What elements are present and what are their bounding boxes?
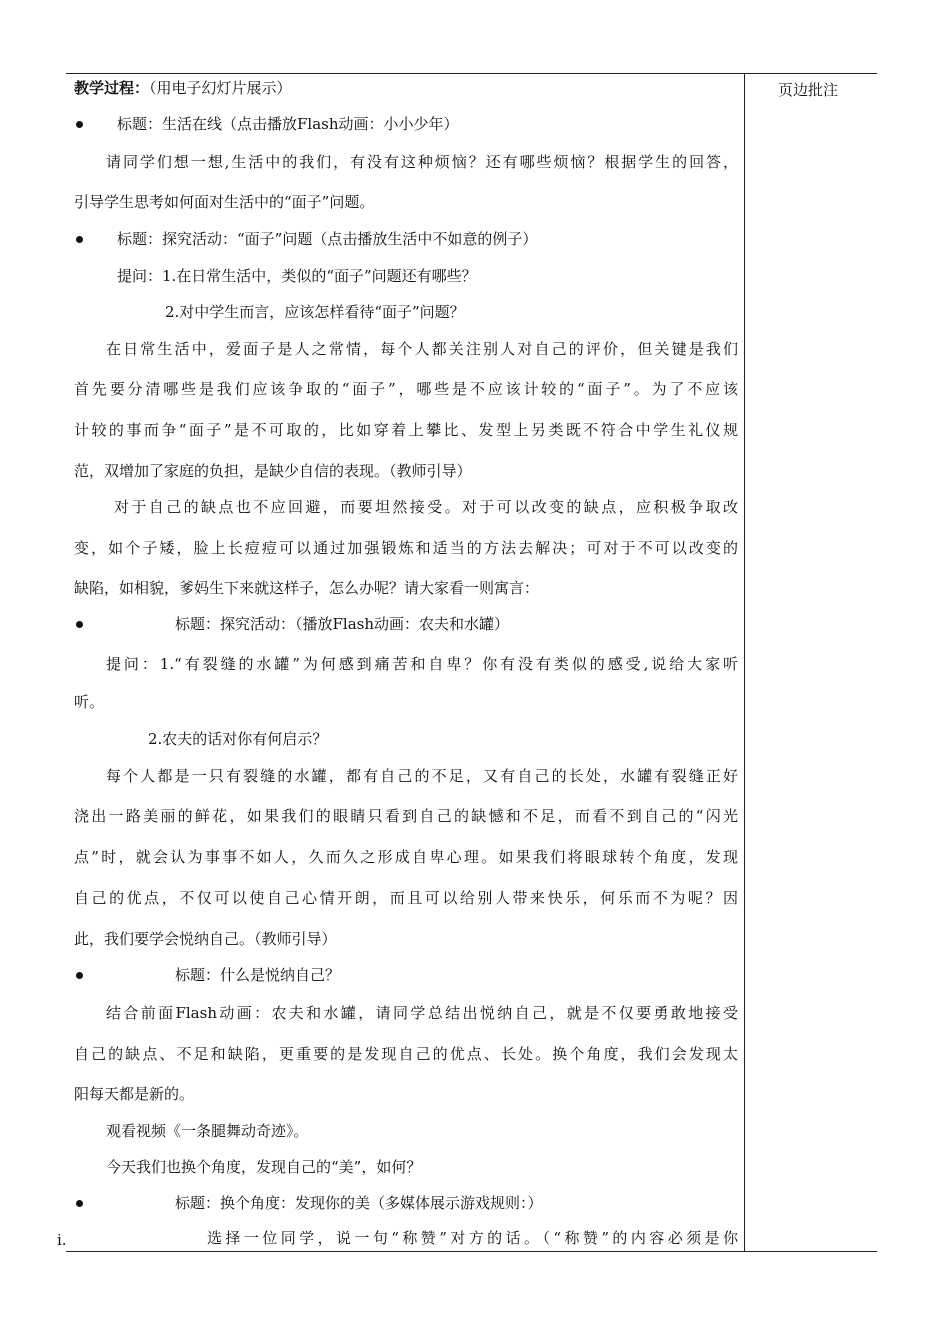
paragraph-line: 今天我们也换个角度，发现自己的“美”，如何？: [106, 1158, 422, 1176]
list-item-text: 选择一位同学，说一句“称赞”对方的话。（“称赞”的内容必须是你: [207, 1229, 738, 1247]
table-top-border: [66, 73, 877, 74]
margin-notes-header: 页边批注: [778, 81, 839, 99]
paragraph-line: 范，双增加了家庭的负担，是缺少自信的表现。（教师引导）: [74, 462, 472, 480]
question-line: 提问：1.在日常生活中，类似的“面子”问题还有哪些？: [117, 267, 477, 285]
question-line: 提问：1.“有裂缝的水罐”为何感到痛苦和自卑？你有没有类似的感受,说给大家听: [106, 655, 738, 673]
list-item-marker: i.: [57, 1231, 67, 1249]
paragraph-line: 在日常生活中，爱面子是人之常情，每个人都关注别人对自己的评价，但关键是我们: [106, 340, 738, 358]
paragraph-line: 计较的事而争“面子”是不可取的，比如穿着上攀比、发型上另类既不符合中学生礼仪规: [74, 421, 738, 439]
bullet-icon: [76, 236, 83, 243]
paragraph-line: 此，我们要学会悦纳自己。（教师引导）: [74, 930, 337, 948]
bullet-item-1: 标题：生活在线（点击播放Flash动画：小小少年）: [117, 115, 459, 133]
paragraph-line: 首先要分清哪些是我们应该争取的“面子”，哪些是不应该计较的“面子”。为了不应该: [74, 380, 738, 398]
table-column-divider: [744, 73, 745, 1252]
bullet-item-2: 标题：探究活动：“面子”问题（点击播放生活中不如意的例子）: [117, 230, 538, 248]
heading-title: 教学过程：: [74, 79, 150, 97]
bullet-item-4: 标题：什么是悦纳自己？: [175, 966, 341, 984]
paragraph-line: 引导学生思考如何面对生活中的“面子”问题。: [74, 193, 375, 211]
question-line: 2.对中学生而言，应该怎样看待“面子”问题？: [165, 303, 465, 321]
paragraph-line: 请同学们想一想,生活中的我们，有没有这种烦恼？还有哪些烦恼？根据学生的回答，: [106, 153, 738, 171]
section-heading: [74, 78, 292, 98]
paragraph-line: 变，如个子矮，脸上长痘痘可以通过加强锻炼和适当的方法去解决；可对于不可以改变的: [74, 539, 738, 557]
paragraph-line: 点”时，就会认为事事不如人，久而久之形成自卑心理。如果我们将眼球转个角度，发现: [74, 848, 738, 866]
bullet-icon: [76, 1200, 83, 1207]
bullet-item-5: 标题：换个角度：发现你的美（多媒体展示游戏规则：）: [175, 1194, 543, 1212]
heading-note: （用电子幻灯片展示）: [149, 79, 292, 97]
paragraph-line: 浇出一路美丽的鲜花，如果我们的眼睛只看到自己的缺憾和不足，而看不到自己的“闪光: [74, 807, 738, 825]
paragraph-line: 自己的缺点、不足和缺陷，更重要的是发现自己的优点、长处。换个角度，我们会发现太: [74, 1045, 738, 1063]
paragraph-line: 缺陷，如相貌，爹妈生下来就这样子，怎么办呢？请大家看一则寓言：: [74, 579, 540, 597]
bullet-item-3: 标题：探究活动：（播放Flash动画：农夫和水罐）: [175, 615, 510, 633]
paragraph-line: 自己的优点，不仅可以使自己心情开朗，而且可以给别人带来快乐，何乐而不为呢？因: [74, 889, 738, 907]
question-line: 2.农夫的话对你有何启示？: [148, 730, 328, 748]
paragraph-line: 每个人都是一只有裂缝的水罐，都有自己的不足，又有自己的长处，水罐有裂缝正好: [106, 767, 738, 785]
question-line: 听。: [74, 693, 105, 711]
paragraph-line: 对于自己的缺点也不应回避，而要坦然接受。对于可以改变的缺点，应积极争取改: [114, 498, 738, 516]
paragraph-line: 观看视频《一条腿舞动奇迹》。: [106, 1122, 309, 1140]
paragraph-line: 结合前面Flash动画：农夫和水罐，请同学总结出悦纳自己，就是不仅要勇敢地接受: [106, 1004, 738, 1022]
bullet-icon: [76, 621, 83, 628]
table-bottom-border: [66, 1251, 877, 1252]
bullet-icon: [76, 972, 83, 979]
paragraph-line: 阳每天都是新的。: [74, 1085, 195, 1103]
bullet-icon: [76, 121, 83, 128]
